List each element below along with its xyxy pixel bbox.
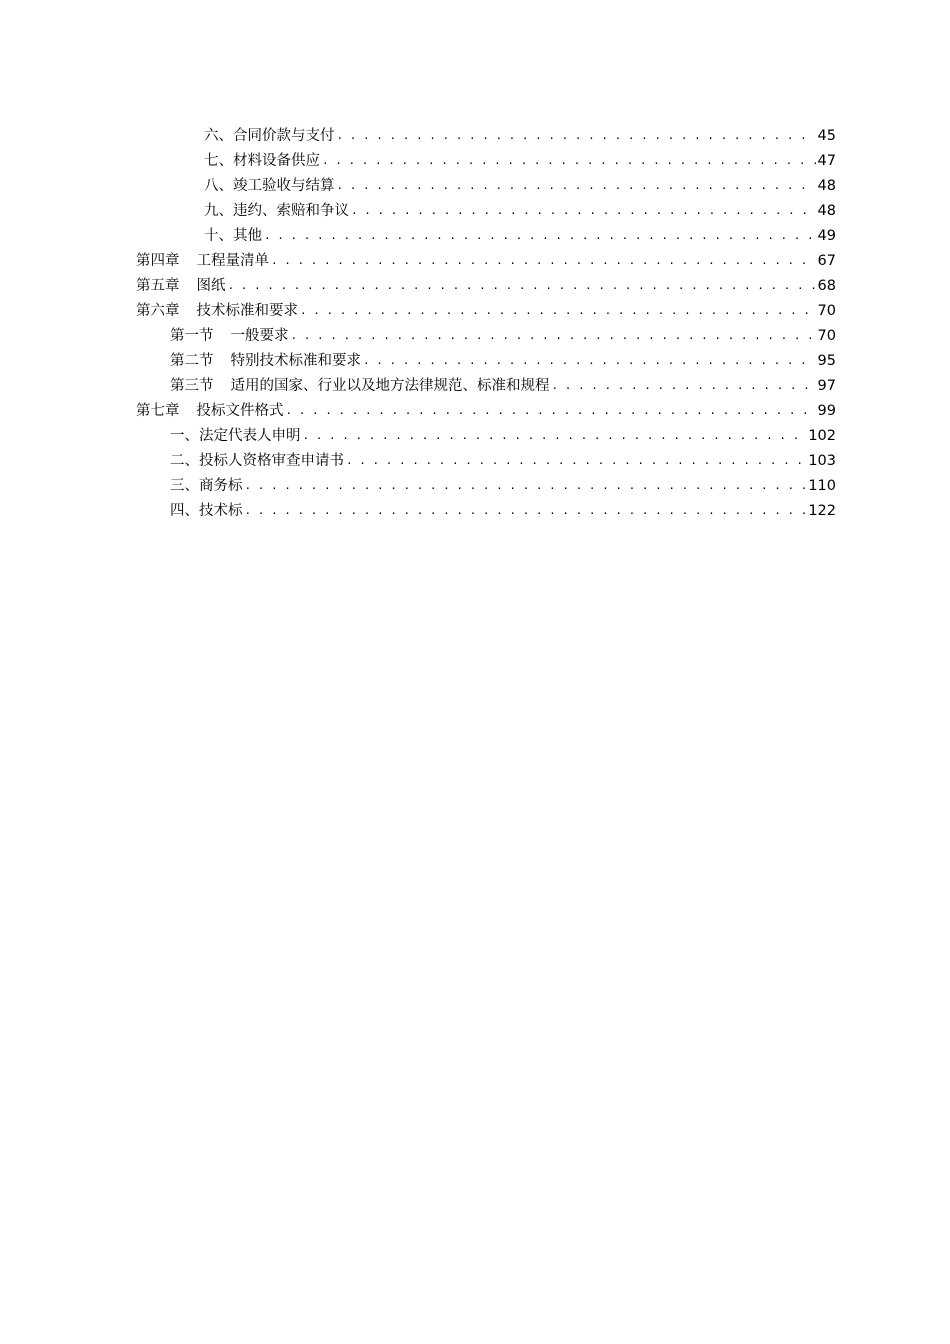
toc-entry[interactable] (136, 424, 836, 449)
table-of-contents (136, 124, 836, 524)
toc-entry-title: 三、商务标 (170, 478, 243, 494)
toc-entry-title: 九、违约、索赔和争议 (204, 203, 349, 219)
toc-entry-title: 一般要求 (230, 328, 289, 344)
toc-dot-leader (291, 323, 816, 348)
toc-chapter-entry[interactable] (136, 274, 836, 299)
toc-page-number: 97 (817, 378, 836, 394)
toc-page-number: 49 (817, 228, 836, 244)
toc-dot-leader (337, 123, 816, 148)
toc-section-entry[interactable] (136, 349, 836, 374)
toc-page-number: 122 (808, 503, 836, 519)
toc-dot-leader (552, 373, 816, 398)
toc-chapter-number: 第七章 (136, 403, 180, 419)
toc-chapter-entry[interactable] (136, 299, 836, 324)
toc-page-number: 48 (817, 178, 836, 194)
toc-entry[interactable] (136, 199, 836, 224)
toc-page-number: 95 (817, 353, 836, 369)
toc-dot-leader (286, 398, 816, 423)
toc-entry-title: 特别技术标准和要求 (230, 353, 361, 369)
toc-dot-leader (346, 448, 806, 473)
toc-entry-title: 二、投标人资格审查申请书 (170, 453, 344, 469)
toc-dot-leader (303, 423, 807, 448)
toc-dot-leader (245, 473, 807, 498)
toc-entry-title: 图纸 (196, 278, 226, 294)
toc-entry-title: 投标文件格式 (196, 403, 284, 419)
toc-entry[interactable] (136, 224, 836, 249)
toc-entry[interactable] (136, 449, 836, 474)
toc-page-number: 110 (808, 478, 836, 494)
toc-dot-leader (300, 298, 816, 323)
toc-entry[interactable] (136, 174, 836, 199)
toc-dot-leader (228, 273, 816, 298)
toc-page-number: 102 (808, 428, 836, 444)
toc-entry-title: 七、材料设备供应 (204, 153, 320, 169)
toc-entry[interactable] (136, 474, 836, 499)
toc-entry[interactable] (136, 499, 836, 524)
toc-page-number: 68 (817, 278, 836, 294)
toc-page-number: 99 (817, 403, 836, 419)
toc-dot-leader (351, 198, 816, 223)
toc-entry-title: 八、竣工验收与结算 (204, 178, 335, 194)
toc-chapter-number: 第五章 (136, 278, 180, 294)
toc-entry[interactable] (136, 124, 836, 149)
toc-section-entry[interactable] (136, 324, 836, 349)
toc-dot-leader (264, 223, 816, 248)
toc-section-entry[interactable] (136, 374, 836, 399)
toc-page-number: 70 (817, 328, 836, 344)
toc-entry-title: 六、合同价款与支付 (204, 128, 335, 144)
toc-dot-leader (322, 148, 816, 173)
toc-dot-leader (271, 248, 816, 273)
toc-entry-title: 四、技术标 (170, 503, 243, 519)
toc-page-number: 103 (808, 453, 836, 469)
toc-section-number: 第一节 (170, 328, 214, 344)
toc-entry-title: 技术标准和要求 (196, 303, 298, 319)
toc-page-number: 70 (817, 303, 836, 319)
toc-page-number: 67 (817, 253, 836, 269)
toc-section-number: 第二节 (170, 353, 214, 369)
toc-chapter-entry[interactable] (136, 249, 836, 274)
toc-chapter-number: 第六章 (136, 303, 180, 319)
toc-page-number: 45 (817, 128, 836, 144)
toc-entry-title: 适用的国家、行业以及地方法律规范、标准和规程 (230, 378, 550, 394)
toc-dot-leader (245, 498, 807, 523)
toc-page-number: 47 (817, 153, 836, 169)
toc-entry-title: 一、法定代表人申明 (170, 428, 301, 444)
toc-entry-title: 工程量清单 (196, 253, 269, 269)
toc-entry[interactable] (136, 149, 836, 174)
toc-page-number: 48 (817, 203, 836, 219)
toc-chapter-number: 第四章 (136, 253, 180, 269)
toc-entry-title: 十、其他 (204, 228, 262, 244)
toc-dot-leader (337, 173, 816, 198)
toc-dot-leader (363, 348, 816, 373)
toc-section-number: 第三节 (170, 378, 214, 394)
toc-chapter-entry[interactable] (136, 399, 836, 424)
